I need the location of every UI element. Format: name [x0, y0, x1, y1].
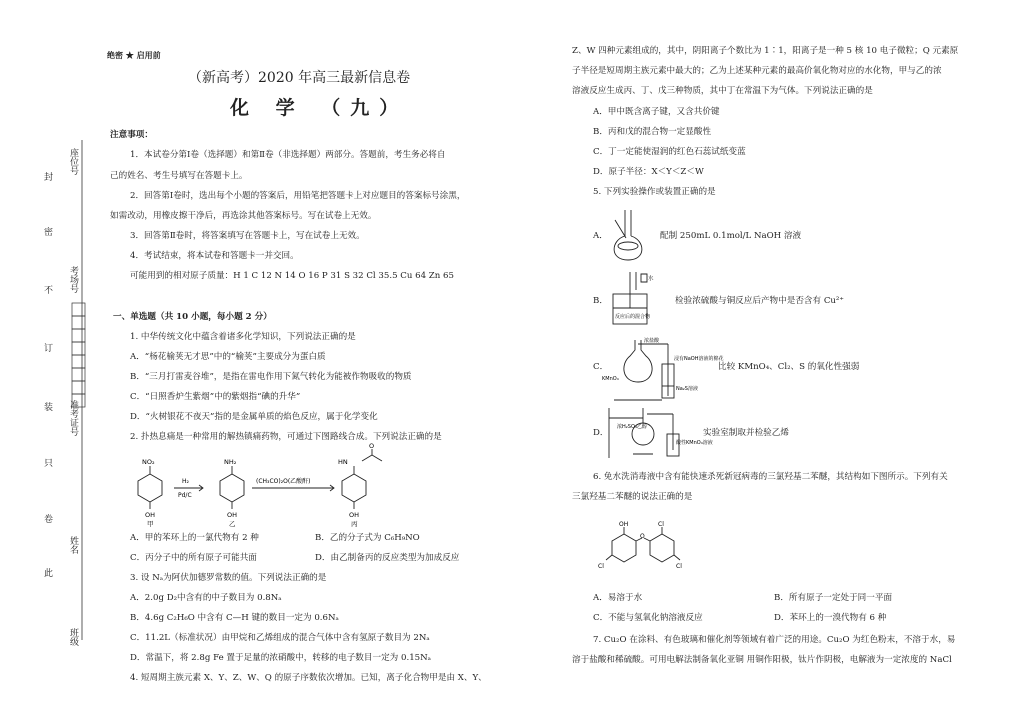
- seal-mark: 不: [44, 286, 54, 296]
- question-7-stem: 溶于盐酸和稀硫酸。可用电解法制备氧化亚铜 用铜作阳极，钛片作阴极，电解液为一定浓度的 NaCl: [572, 655, 952, 665]
- compound-label-yi: 乙: [229, 520, 236, 528]
- substituent-label: HN: [338, 458, 348, 466]
- structure-label: OH: [619, 521, 629, 528]
- q5-option-letter: C．: [593, 362, 609, 372]
- notice-line: 如需改动，用橡皮擦干净后，再选涂其他答案标号。写在试卷上无效。: [110, 211, 377, 221]
- seal-mark: 只: [44, 459, 54, 469]
- figure-label: Na₂S溶液: [676, 386, 698, 392]
- seal-mark: 卷: [44, 515, 54, 525]
- question-2-option: B．乙的分子式为 C₆H₉NO: [315, 533, 420, 543]
- question-3-option: A．2.0g D₂中含有的中子数目为 0.8Nₐ: [130, 593, 282, 603]
- question-5-stem: 5. 下列实验操作或装置正确的是: [593, 187, 716, 197]
- notice-title: 注意事项：: [110, 130, 153, 140]
- question-3-option: D．常温下，将 2.8g Fe 置于足量的浓硝酸中，转移的电子数目一定为 0.15Nₐ: [130, 653, 431, 663]
- synthesis-scheme: [118, 442, 428, 528]
- figure-label: 浸有NaOH溶液的棉花: [674, 356, 724, 362]
- question-2-option: A．甲的苯环上的一氯代物有 2 种: [130, 533, 259, 543]
- binding-lines: [60, 140, 90, 660]
- q5-option-text: 实验室制取并检验乙烯: [703, 428, 789, 438]
- q5-option-letter: A．: [593, 231, 608, 241]
- structure-label: Cl: [598, 563, 604, 570]
- question-1-option: D．“火树银花不夜天”指的是金属单质的焰色反应，属于化学变化: [130, 412, 378, 422]
- volumetric-flask-figure: [603, 206, 651, 264]
- figure-label: 浓盐酸: [644, 338, 660, 344]
- notice-line: 4．考试结束，将本试卷和答题卡一并交回。: [130, 251, 299, 261]
- atomic-mass-line: 可能用到的相对原子质量：H 1 C 12 N 14 O 16 P 31 S 32 Cl 35.5 Cu 64 Zn 65: [130, 271, 454, 281]
- question-6-option: D．苯环上的一溴代物有 6 种: [774, 613, 887, 623]
- question-2-stem: 2. 扑热息痛是一种常用的解热镇痛药物，可通过下图路线合成。下列说法正确的是: [130, 432, 442, 442]
- question-4-continued: Z、W 四种元素组成的，其中，阴阳离子个数比为 1∶1，阳离子是一种 5 核 10 电子微粒；Q 元素原: [572, 46, 959, 56]
- reagent-label: H₂: [182, 478, 189, 485]
- class-field: 班级: [68, 628, 78, 646]
- name-field: 姓名: [68, 536, 78, 554]
- question-4-stem: 4. 短周期主族元素 X、Y、Z、W、Q 的原子序数依次增加。已知，离子化合物甲是由 X、Y、: [130, 673, 487, 683]
- exam-title: （新高考）2020 年高三最新信息卷: [188, 70, 411, 86]
- question-6-option: A．易溶于水: [593, 593, 643, 603]
- exam-room-field: 考场号: [68, 266, 78, 293]
- subject-title: 化 学 （九）: [230, 97, 409, 119]
- notice-line: 1．本试卷分第Ⅰ卷（选择题）和第Ⅱ卷（非选择题）两部分。答题前，考生务必将自: [130, 150, 446, 160]
- question-3-stem: 3. 设 Nₐ为阿伏加德罗常数的值。下列说法正确的是: [130, 573, 327, 583]
- seal-mark: 密: [44, 228, 54, 238]
- notice-line: 2．回答第Ⅰ卷时，选出每个小题的答案后，用铅笔把答题卡上对应题目的答案标号涂黑，: [130, 191, 466, 201]
- q5-option-text: 配制 250mL 0.1mol/L NaOH 溶液: [660, 231, 802, 241]
- reagent-label: Pd/C: [178, 492, 192, 499]
- compound-label-bing: 丙: [351, 520, 358, 528]
- seat-number-field: 座位号: [68, 148, 78, 175]
- notice-line: 3．回答第Ⅱ卷时，将答案填写在答题卡上，写在试卷上无效。: [130, 231, 365, 241]
- question-4-option: B．丙和戊的混合物一定显酸性: [593, 127, 712, 137]
- seal-mark: 此: [44, 569, 54, 579]
- question-1-option: A．“杨花榆荚无才思”中的“榆荚”主要成分为蛋白质: [130, 352, 326, 362]
- question-6-stem: 三氯羟基二苯醚的说法正确的是: [572, 492, 693, 502]
- question-4-option: C．丁一定能使湿润的红色石蕊试纸变蓝: [593, 147, 746, 157]
- admission-ticket-field: 准考证号: [68, 400, 78, 436]
- seal-mark: 订: [44, 344, 54, 354]
- q5-option-letter: B．: [593, 296, 608, 306]
- triclosan-structure: [596, 518, 692, 582]
- notice-line: 己的姓名、考生号填写在答题卡上。: [110, 171, 248, 181]
- substituent-label: NH₂: [224, 458, 237, 466]
- reagent-label: (CH₃CO)₂O(乙酸酐): [256, 478, 311, 485]
- secret-label: 绝密 ★ 启用前: [107, 50, 161, 60]
- figure-label: 反应后的混合物: [615, 314, 651, 320]
- figure-label: 水: [648, 276, 654, 282]
- question-4-continued: 溶液反应生成丙、丁、戊三种物质，其中丁在常温下为气体。下列说法正确的是: [572, 86, 873, 96]
- question-3-option: B．4.6g C₂H₆O 中含有 C—H 键的数目一定为 0.6Nₐ: [130, 613, 339, 623]
- seal-mark: 装: [44, 403, 54, 413]
- question-1-option: C．“日照香炉生紫烟”中的紫烟指“碘的升华”: [130, 392, 301, 402]
- q5-option-letter: D．: [593, 428, 609, 438]
- question-6-option: C．不能与氢氧化钠溶液反应: [593, 613, 703, 623]
- question-7-stem: 7. Cu₂O 在涂料、有色玻璃和催化剂等领域有着广泛的用途。Cu₂O 为红色粉末，不溶于水，易: [593, 635, 956, 645]
- ethylene-apparatus-figure: [603, 404, 713, 462]
- question-4-option: D．原子半径：X＜Y＜Z＜W: [593, 167, 704, 177]
- q5-option-text: 比较 KMnO₄、Cl₂、S 的氧化性强弱: [718, 362, 860, 372]
- figure-label: 酸性KMnO₄溶液: [676, 440, 713, 446]
- figure-label: 浓H₂SO₄乙醇: [617, 424, 647, 430]
- question-4-option: A．甲中既含离子键，又含共价键: [593, 107, 720, 117]
- substituent-label: OH: [145, 511, 156, 519]
- q5-option-text: 检验浓硫酸与铜反应后产物中是否含有 Cu²⁺: [675, 296, 844, 306]
- compound-label-jia: 甲: [147, 520, 154, 528]
- beaker-figure: [603, 268, 663, 332]
- question-1-stem: 1. 中华传统文化中蕴含着诸多化学知识，下列说法正确的是: [130, 332, 356, 342]
- question-1-option: B．“三月打雷麦谷堆”，是指在雷电作用下氮气转化为能被作物吸收的物质: [130, 372, 412, 382]
- structure-label: Cl: [676, 563, 682, 570]
- substituent-label: OH: [227, 511, 238, 519]
- question-4-continued: 子半径是短周期主族元素中最大的；乙为上述某种元素的最高价氧化物对应的水化物，甲与乙的浓: [572, 66, 942, 76]
- substituent-label: OH: [349, 511, 360, 519]
- section-title: 一、单选题（共 10 小题，每小题 2 分）: [113, 312, 272, 322]
- structure-label: Cl: [658, 521, 664, 528]
- question-2-option: D．由乙制备丙的反应类型为加成反应: [315, 553, 460, 563]
- redox-apparatus-figure: [602, 334, 724, 406]
- question-6-stem: 6. 免水洗消毒液中含有能快速杀死新冠病毒的三氯羟基二苯醚，其结构如下图所示。下列有关: [593, 472, 948, 482]
- question-2-option: C．丙分子中的所有原子可能共面: [130, 553, 257, 563]
- seal-mark: 封: [44, 173, 54, 183]
- question-3-option: C．11.2L（标准状况）由甲烷和乙烯组成的混合气体中含有氢原子数目为 2Nₐ: [130, 633, 430, 643]
- substituent-label: O: [369, 442, 375, 450]
- figure-label: KMnO₄: [602, 376, 619, 382]
- question-6-option: B．所有原子一定处于同一平面: [774, 593, 893, 603]
- substituent-label: NO₂: [142, 458, 155, 466]
- structure-label: O: [640, 533, 645, 540]
